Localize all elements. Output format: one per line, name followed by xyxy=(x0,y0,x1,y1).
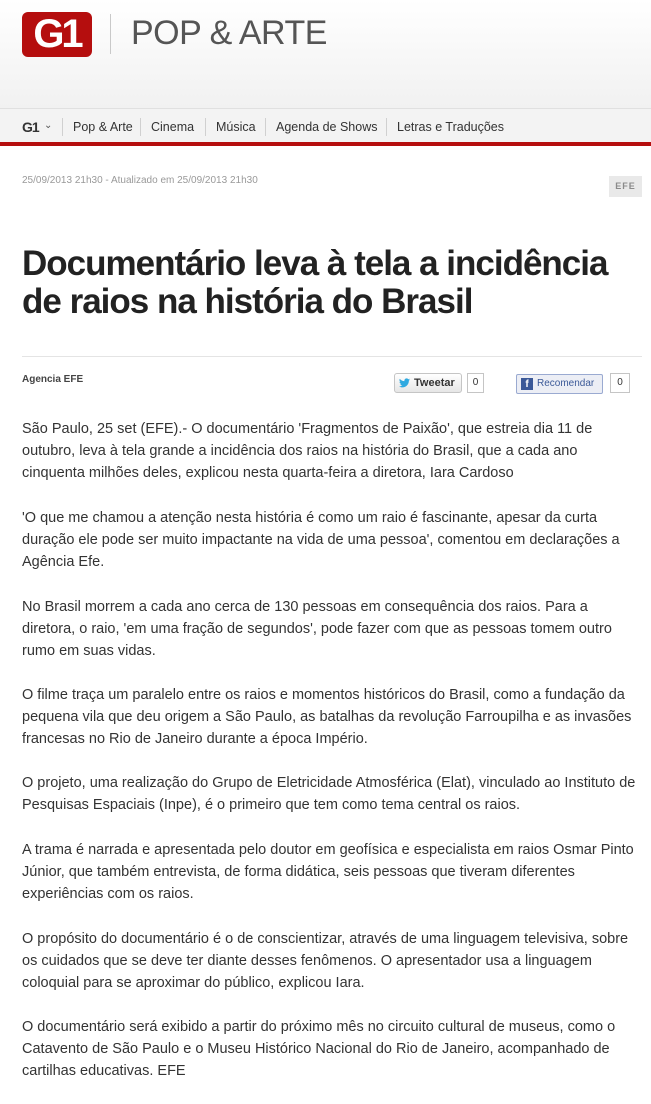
site-header xyxy=(0,0,651,108)
article-paragraph: O documentário será exibido a partir do próximo mês no circuito cultural de museus, como o Catavento de São Paulo e o Museu Histórico Nacional do Rio de Janeiro, acompanhado de cartilhas educativas. EFE xyxy=(22,1019,616,1079)
nav-divider xyxy=(205,118,206,136)
nav-divider xyxy=(62,118,63,136)
nav-g1-logo[interactable]: G1 xyxy=(22,119,39,135)
tweet-button[interactable] xyxy=(394,373,462,393)
header-divider xyxy=(110,14,111,54)
facebook-label: Recomendar xyxy=(537,378,595,389)
article-dateline: 25/09/2013 21h30 - Atualizado em 25/09/2013 21h30 xyxy=(22,175,258,186)
article-agency: Agencia EFE xyxy=(22,374,84,385)
nav-divider xyxy=(386,118,387,136)
section-nav xyxy=(0,108,651,146)
facebook-recommend-button[interactable] xyxy=(516,374,603,394)
article-paragraph: O projeto, uma realização do Grupo de Eletricidade Atmosférica (Elat), vinculado ao Instituto de Pesquisas Espaciais (Inpe), é o primeiro que tem como tema central os raios. xyxy=(22,775,636,813)
article-paragraph: São Paulo, 25 set (EFE).- O documentário 'Fragmentos de Paixão', que estreia dia 11 de outubro, leva à tela grande a incidência dos raios na história do Brasil, que a cada ano cinquenta milhões deles, explicou nesta quarta-feira a diretora, Iara Cardoso xyxy=(22,421,593,481)
twitter-bird-icon xyxy=(399,378,410,388)
nav-divider xyxy=(140,118,141,136)
nav-item-letras-traducoes[interactable]: Letras e Traduções xyxy=(397,120,505,134)
article-paragraph: No Brasil morrem a cada ano cerca de 130 pessoas em consequência dos raios. Para a diretora, o raio, 'em uma fração de segundos', pode fazer com que as pessoas tomem outro rumo em suas vidas. xyxy=(22,599,612,659)
nav-divider xyxy=(265,118,266,136)
nav-item-musica[interactable]: Música xyxy=(216,120,256,134)
article-paragraph: O propósito do documentário é o de conscientizar, através de uma linguagem televisiva, sobre os cuidados que se deve ter diante desses fenômenos. O apresentador usa a linguagem coloquial para se aproximar do público, explicou Iara. xyxy=(22,931,629,991)
tweet-label: Tweetar xyxy=(414,377,455,389)
chevron-down-icon[interactable]: ⌄ xyxy=(44,120,53,131)
nav-item-cinema[interactable]: Cinema xyxy=(151,120,195,134)
facebook-count: 0 xyxy=(610,373,630,393)
nav-item-agenda-shows[interactable]: Agenda de Shows xyxy=(276,120,378,134)
article-paragraph: O filme traça um paralelo entre os raios e momentos históricos do Brasil, como a fundação da pequena vila que deu origem a São Paulo, as batalhas da revolução Farroupilha e as invasões francesas no Rio de Janeiro durante a época Império. xyxy=(22,687,632,747)
facebook-icon: f xyxy=(521,378,533,390)
article-paragraph: 'O que me chamou a atenção nesta história é como um raio é fascinante, apesar da curta duração ele pode ser muito impactante na vida de uma pessoa', comentou em declarações a Agência Efe. xyxy=(22,510,620,570)
nav-item-pop-arte[interactable]: Pop & Arte xyxy=(73,120,133,134)
g1-logo[interactable]: G1 xyxy=(22,12,92,57)
article-headline: Documentário leva à tela a incidência de raios na história do Brasil xyxy=(22,244,608,321)
headline-divider xyxy=(22,356,642,357)
article-paragraph: A trama é narrada e apresentada pelo doutor em geofísica e especialista em raios Osmar Pinto Júnior, que também entrevista, de forma didática, seis pessoas que tiveram diferentes experiências com os raios. xyxy=(22,842,634,902)
tweet-count: 0 xyxy=(467,373,484,393)
section-title[interactable]: POP & ARTE xyxy=(131,14,327,52)
efe-logo: EFE xyxy=(609,176,642,197)
